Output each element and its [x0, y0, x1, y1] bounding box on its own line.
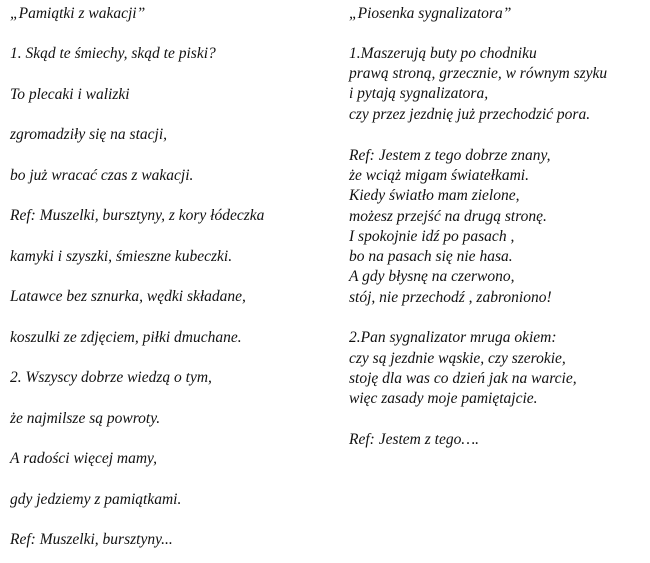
poem-line: gdy jedziemy z pamiątkami. — [10, 491, 182, 508]
poem-line: A radości więcej mamy, — [10, 450, 157, 467]
poem-line: Ref: Jestem z tego dobrze znany, — [349, 147, 551, 164]
poem-title: „Piosenka sygnalizatora” — [349, 5, 512, 22]
poem-line: 1. Skąd te śmiechy, skąd te piski? — [10, 45, 216, 62]
poem-line: stój, nie przechodź , zabroniono! — [349, 289, 552, 306]
poem-line: zgromadziły się na stacji, — [10, 126, 168, 143]
poem-line: więc zasady moje pamiętajcie. — [349, 390, 538, 407]
poem-line: koszulki ze zdjęciem, piłki dmuchane. — [10, 329, 242, 346]
poem-line: czy są jezdnie wąskie, czy szerokie, — [349, 350, 566, 367]
poem-line: stoję dla was co dzień jak na warcie, — [349, 370, 577, 387]
poem-line: 2.Pan sygnalizator mruga okiem: — [349, 329, 557, 346]
poem-line: Ref: Muszelki, bursztyny, z kory łódeczka — [10, 207, 265, 224]
poem-line: To plecaki i walizki — [10, 86, 130, 103]
poem-title: „Pamiątki z wakacji” — [10, 5, 146, 22]
poem-line: bo na pasach się nie hasa. — [349, 248, 513, 265]
poem-line: A gdy błysnę na czerwono, — [349, 268, 515, 285]
poem-line: że najmilsze są powroty. — [10, 410, 161, 427]
poem-line: kamyki i szyszki, śmieszne kubeczki. — [10, 248, 233, 265]
poem-line: I spokojnie idź po pasach , — [349, 228, 515, 245]
poem-line: czy przez jezdnię już przechodzić pora. — [349, 106, 591, 123]
poem-line: że wciąż migam światełkami. — [349, 167, 529, 184]
poem-line: możesz przejść na drugą stronę. — [349, 208, 547, 225]
poem-line: Kiedy światło mam zielone, — [349, 187, 520, 204]
poem-line: Ref: Jestem z tego…. — [349, 431, 479, 448]
poem-line: i pytają sygnalizatora, — [349, 85, 489, 102]
poem-line: bo już wracać czas z wakacji. — [10, 167, 194, 184]
poem-line: Ref: Muszelki, bursztyny... — [10, 531, 173, 548]
poem-line: 2. Wszyscy dobrze wiedzą o tym, — [10, 369, 212, 386]
poem-line: Latawce bez sznurka, wędki składane, — [10, 288, 246, 305]
poem-line: 1.Maszerują buty po chodniku — [349, 45, 537, 62]
poem-line: prawą stroną, grzecznie, w równym szyku — [349, 65, 608, 82]
